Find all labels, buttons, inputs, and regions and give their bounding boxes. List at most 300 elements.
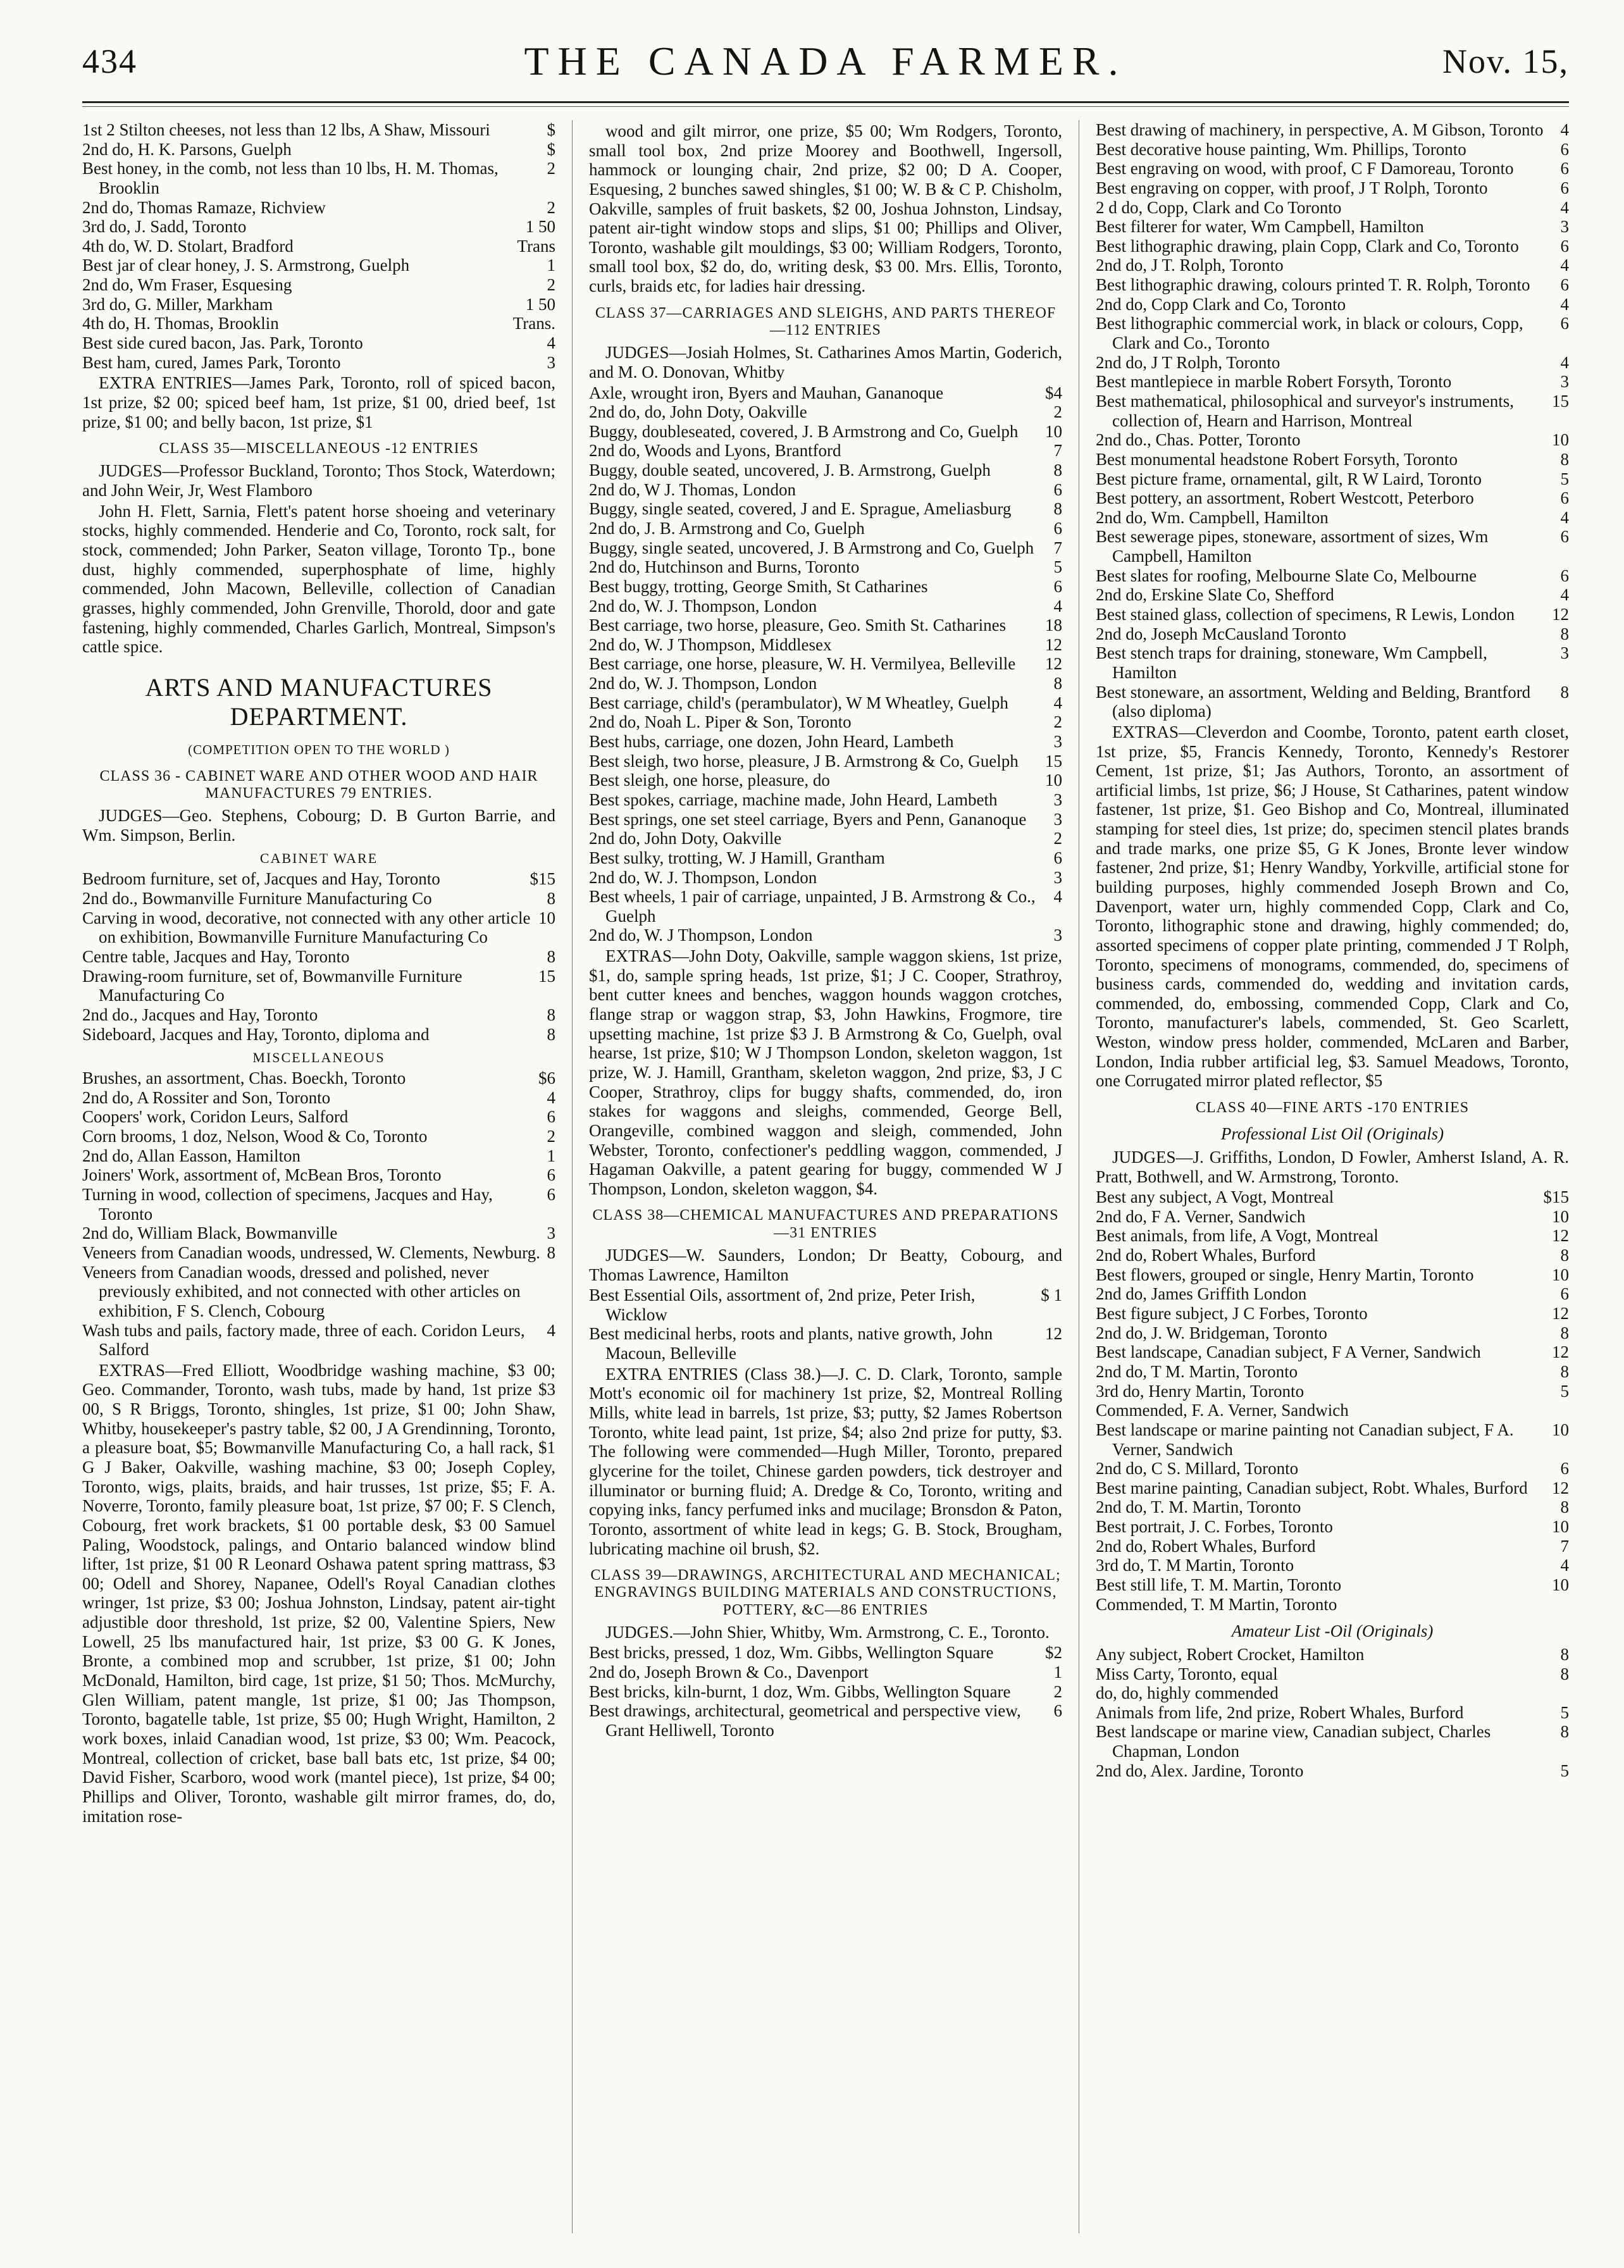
prize-amount: 10	[1552, 1420, 1569, 1439]
prize-amount: 4	[1053, 596, 1062, 616]
entry-text: Best lithographic commercial work, in black or colours, Copp, Clark and Co., Toronto	[1096, 314, 1523, 353]
prize-entry	[1096, 392, 1569, 430]
entry-text: Best figure subject, J C Forbes, Toronto	[1096, 1304, 1368, 1323]
prize-entry	[1096, 508, 1569, 528]
entry-text: 2nd do, T. M. Martin, Toronto	[1096, 1497, 1301, 1517]
prize-amount: 5	[1560, 1702, 1569, 1722]
prize-entry	[1096, 1420, 1569, 1459]
paragraph: EXTRA ENTRIES (Class 38.)—J. C. D. Clark, Toronto, sample Mott's economic oil for machinery 1st prize, $2, Montreal Rolling Mills, white lead in barrels, 1st prize, $3; putty, $2 James Robertson Toronto, white lead paint, 1st prize, $4; also 2nd prize for putty, $3. The following were commended—Hugh Miller, Toronto, prepared glycerine for the toilet, Chinese garden powders, tick destroyer and illuminator or burning fluid; A. Dredge & Co, Toronto, writing and copying inks, fancy perfumed inks and mucilage; Bronsdon & Paton, Toronto, assortment of white lead in kegs; G. B. Stock, Brougham, lubricating machine oil brush, $2.	[589, 1364, 1062, 1558]
entry-text: Veneers from Canadian woods, undressed, W. Clements, Newburg.	[82, 1242, 540, 1262]
prize-amount: 6	[1053, 480, 1062, 499]
prize-amount: $	[547, 139, 555, 159]
entry-text: Best flowers, grouped or single, Henry Martin, Toronto	[1096, 1265, 1474, 1284]
prize-entry	[1096, 430, 1569, 450]
paragraph: wood and gilt mirror, one prize, $5 00; Wm Rodgers, Toronto, small tool box, 2nd prize Moorey and Boothwell, Ingersoll, hammock or lounging chair, 2nd prize, $2 00; D A. Cooper, Esquesing, 2 bunches sawed shingles, $1 00; W. B & C P. Chisholm, Oakville, samples of fruit baskets, $2 00, Joshua Johnston, Lindsay, patent air-tight window stops and slips, $1 00; Phillips and Oliver, Toronto, washable gilt mouldings, $3 00; William Rodgers, Toronto, small tool box, $2 do, do, writing desk, $3 00. Mrs. Ellis, Toronto, curls, braids etc, for ladies hair dressing.	[589, 121, 1062, 296]
entry-text: Bedroom furniture, set of, Jacques and Hay, Toronto	[82, 869, 440, 889]
prize-entry	[82, 1185, 555, 1224]
prize-amount: 15	[1045, 751, 1062, 771]
prize-entry	[1096, 1703, 1569, 1723]
entry-text: Best drawing of machinery, in perspective, A. M Gibson, Toronto	[1096, 120, 1544, 139]
entry-text: Best stained glass, collection of specimens, R Lewis, London	[1096, 605, 1515, 624]
prize-entry	[589, 732, 1062, 752]
entry-text: Best stoneware, an assortment, Welding and Belding, Brantford (also diploma)	[1096, 682, 1531, 721]
sub-heading: MISCELLANEOUS	[252, 1050, 385, 1066]
entry-text: 2nd do, John Doty, Oakville	[589, 829, 782, 848]
entry-text: Best engraving on copper, with proof, J T Rolph, Toronto	[1096, 178, 1488, 197]
prize-amount: 8	[1053, 499, 1062, 519]
prize-amount: 4	[1053, 693, 1062, 712]
entry-text: Best hubs, carriage, one dozen, John Heard, Lambeth	[589, 732, 954, 752]
prize-entry	[1096, 1478, 1569, 1498]
entry-text: Best pottery, an assortment, Robert Westcott, Peterboro	[1096, 488, 1474, 508]
prize-amount: 4	[1560, 585, 1569, 605]
entry-text: Animals from life, 2nd prize, Robert Whales, Burford	[1096, 1702, 1464, 1722]
prize-amount: 8	[1560, 1361, 1569, 1381]
prize-amount: 6	[1560, 527, 1569, 547]
prize-entry	[589, 499, 1062, 519]
prize-amount: $ 1	[1041, 1286, 1062, 1305]
prize-entry	[589, 790, 1062, 810]
entry-text: Best jar of clear honey, J. S. Armstrong, Guelph	[82, 256, 410, 275]
italic-heading: Professional List Oil (Originals)	[1220, 1124, 1444, 1144]
prize-entry	[82, 947, 555, 967]
prize-entry	[1096, 1323, 1569, 1343]
class-heading: CLASS 36 - CABINET WARE AND OTHER WOOD AND HAIR MANUFACTURES 79 ENTRIES.	[99, 767, 538, 802]
prize-entry	[1096, 178, 1569, 198]
entry-text: 2nd do, James Griffith London	[1096, 1284, 1307, 1304]
prize-amount: 2	[547, 1127, 555, 1146]
prize-amount: 5	[1560, 469, 1569, 488]
entry-text: Best carriage, one horse, pleasure, W. H. Vermilyea, Belleville	[589, 654, 1016, 674]
entry-text: Buggy, double seated, uncovered, J. B. Armstrong, Guelph	[589, 461, 991, 480]
prize-entry	[1096, 353, 1569, 373]
italic-heading: Amateur List -Oil (Originals)	[1231, 1621, 1434, 1641]
paragraph: John H. Flett, Sarnia, Flett's patent horse shoeing and veterinary stocks, highly commended. Henderie and Co, Toronto, rock salt, for stock, commended; John Parker, Seaton village, Toronto Tp., bone dust, highly commended, superphosphate of lime, highly commended, John Macown, Belleville, collection of Canadian grasses, highly commended, John Grenville, Thorold, door and gate fastening, highly commended, Charles Garlich, Montreal, Simpson's cattle spice.	[82, 501, 555, 657]
prize-amount: 4	[547, 333, 555, 353]
entry-text: Best decorative house painting, Wm. Phillips, Toronto	[1096, 139, 1466, 159]
prize-amount: 6	[1560, 488, 1569, 508]
prize-amount: 8	[547, 889, 555, 908]
entry-text: 2nd do, Joseph McCausland Toronto	[1096, 624, 1346, 643]
prize-entry	[1096, 1362, 1569, 1382]
prize-amount: 10	[1552, 1517, 1569, 1537]
entry-text: Best mantlepiece in marble Robert Forsyth, Toronto	[1096, 372, 1452, 392]
column-3	[1096, 120, 1569, 2246]
prize-amount: 10	[1552, 1265, 1569, 1284]
class-heading: CLASS 37—CARRIAGES AND SLEIGHS, AND PARTS THEREOF—112 ENTRIES	[595, 304, 1057, 338]
prize-amount: 2	[547, 159, 555, 178]
entry-text: 2nd do, W. J. Thompson, London	[589, 867, 817, 887]
entry-text: Best spokes, carriage, machine made, John Heard, Lambeth	[589, 790, 998, 809]
prize-amount: 4	[1053, 887, 1062, 907]
prize-entry	[589, 1701, 1062, 1740]
prize-entry	[589, 1324, 1062, 1363]
prize-amount: 3	[1053, 867, 1062, 887]
prize-entry	[1096, 1265, 1569, 1285]
prize-entry	[589, 829, 1062, 848]
prize-amount: 10	[1552, 1575, 1569, 1594]
prize-amount: 12	[1045, 1324, 1062, 1344]
prize-amount: 6	[1053, 519, 1062, 538]
prize-amount: 6	[1053, 1701, 1062, 1721]
entry-text: Best carriage, child's (perambulator), W M Wheatley, Guelph	[589, 693, 1008, 712]
prize-amount: 1	[547, 1146, 555, 1165]
newspaper-title: THE CANADA FARMER.	[524, 39, 1127, 84]
prize-amount: 3	[1053, 926, 1062, 945]
prize-amount: $	[547, 120, 555, 139]
entry-text: Turning in wood, collection of specimens, Jacques and Hay, Toronto	[82, 1185, 493, 1224]
entry-text: Best bricks, pressed, 1 doz, Wm. Gibbs, Wellington Square	[589, 1643, 994, 1663]
prize-amount: 10	[1045, 771, 1062, 790]
prize-amount: 1	[547, 256, 555, 275]
entry-text: Best stench traps for draining, stoneware, Wm Campbell, Hamilton	[1096, 643, 1487, 682]
entry-text: 2nd do, J T. Rolph, Toronto	[1096, 256, 1284, 275]
prize-entry	[1096, 1304, 1569, 1323]
prize-entry	[1096, 1284, 1569, 1304]
entry-text: Best slates for roofing, Melbourne Slate Co, Melbourne	[1096, 566, 1477, 585]
prize-entry	[82, 1146, 555, 1166]
prize-entry	[589, 810, 1062, 829]
prize-amount: 6	[1053, 576, 1062, 596]
prize-amount: 15	[1552, 391, 1569, 411]
prize-amount: 2	[547, 197, 555, 217]
prize-amount: 6	[1560, 275, 1569, 295]
prize-amount: 8	[1053, 461, 1062, 480]
prize-entry	[82, 217, 555, 237]
entry-text: Best sleigh, two horse, pleasure, J B. Armstrong & Co, Guelph	[589, 751, 1019, 771]
prize-entry	[1096, 1595, 1569, 1614]
prize-amount: $2	[1045, 1643, 1062, 1663]
prize-amount: 1 50	[525, 217, 555, 237]
prize-amount: 4	[1560, 120, 1569, 139]
prize-entry	[589, 654, 1062, 674]
entry-text: Best mathematical, philosophical and surveyor's instruments, collection of, Hearn and Harrison, Montreal	[1096, 391, 1514, 430]
entry-text: 2 d do, Copp, Clark and Co Toronto	[1096, 197, 1342, 217]
entry-text: 2nd do, Wm Fraser, Esquesing	[82, 275, 292, 295]
entry-text: Best ham, cured, James Park, Toronto	[82, 352, 341, 372]
prize-entry	[82, 908, 555, 947]
entry-text: Best lithographic drawing, colours printed T. R. Rolph, Toronto	[1096, 275, 1530, 295]
entry-text: 2nd do, T M. Martin, Toronto	[1096, 1361, 1298, 1381]
prize-amount: 8	[1560, 1664, 1569, 1683]
prize-entry	[589, 771, 1062, 790]
prize-entry	[589, 402, 1062, 422]
entry-text: 4th do, W. D. Stolart, Bradford	[82, 236, 294, 256]
prize-amount: 8	[1560, 1246, 1569, 1265]
entry-text: Drawing-room furniture, set of, Bowmanville Furniture Manufacturing Co	[82, 966, 462, 1005]
prize-entry	[589, 926, 1062, 945]
prize-amount: 3	[547, 352, 555, 372]
prize-entry	[589, 441, 1062, 461]
paragraph: EXTRAS—Cleverdon and Coombe, Toronto, patent earth closet, 1st prize, $5, Francis Kennedy, Toronto, Kennedy's Restorer Cement, 1st prize, $1; Jas Authors, Toronto, an assortment of artificial limbs, 1st prize, $6; J House, St Catharines, patent window fastener, 1st prize, $1. Geo Bishop and Co, Montreal, illuminated stamping for steel dies, 1st prize; do, specimen stencil plates brands and trade marks, one prize $5, G K Jones, Bronte lever window fastener, 2nd prize, $1; Henry Wandby, Yorkville, artificial stone for building purposes, highly commended Joseph Brown and Co, Davenport, water urn, highly commended Copp, Clark and Co, Toronto, lithographic stone and drawing, highly commended; do, assorted specimens of copper plate printing, commended J T Rolph, Toronto, specimens of monograms, commended, do, specimens of business cards, commended do, wedding and invitation cards, commended, do, embossing, commended Copp, Clark and Co, Toronto, manufacturer's labels, commended, St. Geo Scarlett, Weston, window press holder, commended, McLaren and Barber, London, India rubber artificial leg, $3. Samuel Meadows, Toronto, one Corrugated mirror plated reflector, $5	[1096, 722, 1569, 1091]
entry-text: 2nd do, Thomas Ramaze, Richview	[82, 197, 326, 217]
prize-amount: 4	[1560, 352, 1569, 372]
paragraph: JUDGES—Geo. Stephens, Cobourg; D. B Gurton Barrie, and Wm. Simpson, Berlin.	[82, 806, 555, 845]
paragraph: EXTRAS—John Doty, Oakville, sample waggon skiens, 1st prize, $1, do, sample spring heads, 1st prize, $1; J C. Cooper, Strathroy, bent cutter knees and benches, waggon hounds waggon crotches, flange strap or waggon strap, $3, John Hawkins, Frogmore, tire upsetting machine, 1st prize $3 J. B Armstrong & Co, Guelph, oval hearse, 1st prize, $10; W J Thompson London, skeleton waggon, 1st prize, W. J. Hamill, Grantham, skeleton waggon, 2nd prize, $3, J C Cooper, Strathroy, clips for buggy shafts, commended, do, iron stakes for waggons and sleighs, commended, George Bell, Orangeville, combined waggon and sleigh, commended, John Webster, Toronto, confectioner's peddling waggon, commended, J Hagaman Oakville, a patent gearing for buggy, commended W J Thompson, London, skeleton waggon, $4.	[589, 946, 1062, 1198]
prize-amount: 6	[1560, 314, 1569, 333]
entry-text: Axle, wrought iron, Byers and Mauhan, Gananoque	[589, 383, 944, 402]
prize-entry	[589, 480, 1062, 500]
prize-entry	[589, 597, 1062, 616]
entry-text: 2nd do, Wm. Campbell, Hamilton	[1096, 507, 1329, 527]
prize-entry	[1096, 1761, 1569, 1781]
class-heading: CLASS 35—MISCELLANEOUS -12 ENTRIES	[159, 440, 479, 457]
class-heading: CLASS 40—FINE ARTS -170 ENTRIES	[1195, 1100, 1470, 1117]
entry-text: Best medicinal herbs, roots and plants, native growth, John Macoun, Belleville	[589, 1324, 993, 1363]
entry-text: 2nd do, F A. Verner, Sandwich	[1096, 1206, 1306, 1226]
prize-amount: 8	[1560, 1323, 1569, 1342]
prize-amount: 12	[1552, 1226, 1569, 1246]
prize-entry	[589, 538, 1062, 558]
prize-entry	[1096, 237, 1569, 256]
prize-amount: 10	[538, 908, 555, 927]
prize-entry	[82, 140, 555, 159]
prize-entry	[1096, 256, 1569, 275]
prize-entry	[1096, 1575, 1569, 1595]
prize-entry	[1096, 1664, 1569, 1684]
prize-amount: 6	[1560, 139, 1569, 159]
prize-amount: 4	[1560, 1556, 1569, 1575]
prize-entry	[1096, 450, 1569, 469]
prize-amount: 8	[1560, 624, 1569, 643]
prize-amount: 7	[1053, 538, 1062, 557]
prize-entry	[82, 353, 555, 373]
prize-amount: 12	[1552, 605, 1569, 624]
entry-text: 2nd do, Robert Whales, Burford	[1096, 1246, 1316, 1265]
prize-entry	[1096, 1401, 1569, 1420]
entry-text: 3rd do, T. M Martin, Toronto	[1096, 1556, 1294, 1575]
prize-entry	[1096, 488, 1569, 508]
entry-text: do, do, highly commended	[1096, 1683, 1279, 1703]
entry-text: 2nd do, J. W. Bridgeman, Toronto	[1096, 1323, 1327, 1342]
department-heading: ARTS AND MANUFACTURES DEPARTMENT.	[145, 672, 493, 731]
prize-entry	[1096, 643, 1569, 682]
entry-text: Any subject, Robert Crocket, Hamilton	[1096, 1644, 1365, 1664]
prize-entry	[1096, 120, 1569, 140]
column-divider	[572, 120, 573, 2233]
prize-entry	[589, 752, 1062, 771]
prize-entry	[589, 1286, 1062, 1324]
entry-text: Wash tubs and pails, factory made, three of each. Coridon Leurs, Salford	[82, 1320, 525, 1360]
prize-amount: $6	[538, 1069, 555, 1088]
prize-entry	[589, 712, 1062, 732]
paragraph: JUDGES—Professor Buckland, Toronto; Thos Stock, Waterdown; and John Weir, Jr, West Flamboro	[82, 461, 555, 500]
prize-amount: 12	[1045, 635, 1062, 654]
prize-amount: 1	[1053, 1663, 1062, 1682]
entry-text: 2nd do, J T Rolph, Toronto	[1096, 352, 1280, 372]
entry-text: 2nd do, Robert Whales, Burford	[1096, 1536, 1316, 1556]
prize-amount: 3	[1560, 643, 1569, 663]
prize-amount: 6	[547, 1185, 555, 1205]
prize-entry	[1096, 1459, 1569, 1478]
entry-text: Best side cured bacon, Jas. Park, Toronto	[82, 333, 363, 353]
entry-text: 2nd do, A Rossiter and Son, Toronto	[82, 1088, 331, 1107]
entry-text: Best sleigh, one horse, pleasure, do	[589, 771, 830, 790]
prize-amount: 2	[1053, 1682, 1062, 1701]
entry-text: 2nd do, W. J. Thompson, London	[589, 596, 817, 616]
prize-entry	[1096, 469, 1569, 489]
prize-entry	[82, 869, 555, 889]
prize-entry	[589, 1682, 1062, 1702]
entry-text: Buggy, doubleseated, covered, J. B Armstrong and Co, Guelph	[589, 421, 1019, 441]
prize-amount: 4	[547, 1088, 555, 1107]
entry-text: 3rd do, Henry Martin, Toronto	[1096, 1381, 1305, 1401]
prize-amount: 3	[1053, 732, 1062, 752]
prize-amount: 4	[1560, 294, 1569, 314]
prize-entry	[589, 1663, 1062, 1682]
competition-note: (COMPETITION OPEN TO THE WORLD )	[188, 741, 450, 757]
entry-text: 2nd do, W. J. Thompson, London	[589, 674, 817, 693]
entry-text: Miss Carty, Toronto, equal	[1096, 1664, 1278, 1683]
prize-entry	[1096, 372, 1569, 392]
prize-entry	[1096, 605, 1569, 624]
entry-text: Carving in wood, decorative, not connected with any other article on exhibition, Bowmanville Furniture Manufacturing Co	[82, 908, 531, 947]
prize-entry	[1096, 1537, 1569, 1556]
entry-text: Best monumental headstone Robert Forsyth, Toronto	[1096, 449, 1458, 469]
prize-amount: 8	[1560, 449, 1569, 469]
entry-text: Best landscape or marine painting not Canadian subject, F A. Verner, Sandwich	[1096, 1420, 1514, 1459]
prize-entry	[589, 674, 1062, 693]
entry-text: 2nd do, do, John Doty, Oakville	[589, 402, 807, 422]
prize-entry	[1096, 624, 1569, 644]
entry-text: Best portrait, J. C. Forbes, Toronto	[1096, 1517, 1333, 1537]
entry-text: 3rd do, G. Miller, Markham	[82, 294, 273, 314]
prize-amount: 8	[547, 1242, 555, 1262]
entry-text: Best Essential Oils, assortment of, 2nd prize, Peter Irish, Wicklow	[589, 1286, 976, 1324]
entry-text: Best picture frame, ornamental, gilt, R W Laird, Toronto	[1096, 469, 1482, 488]
prize-amount: 6	[1560, 236, 1569, 256]
prize-entry	[1096, 275, 1569, 295]
entry-text: Best drawings, architectural, geometrical and perspective view, Grant Helliwell, Toronto	[589, 1701, 1021, 1740]
prize-entry	[589, 887, 1062, 926]
entry-text: 2nd do, Alex. Jardine, Toronto	[1096, 1761, 1304, 1780]
prize-amount: $15	[530, 869, 555, 889]
paragraph: JUDGES—Josiah Holmes, St. Catharines Amos Martin, Goderich, and M. O. Donovan, Whitby	[589, 343, 1062, 381]
prize-entry	[1096, 527, 1569, 566]
paragraph: EXTRA ENTRIES—James Park, Toronto, roll of spiced bacon, 1st prize, $2 00; spiced beef ham, 1st prize, $1 00, dried beef, 1st prize, $1 00; and belly bacon, 1st prize, $1	[82, 373, 555, 431]
prize-entry	[1096, 683, 1569, 721]
paragraph: JUDGES.—John Shier, Whitby, Wm. Armstrong, C. E., Toronto.	[605, 1622, 1050, 1642]
prize-entry	[589, 1643, 1062, 1663]
header-rule	[82, 101, 1569, 103]
prize-amount: $15	[1543, 1187, 1569, 1207]
prize-amount: 3	[1053, 790, 1062, 809]
prize-amount: 8	[1560, 1497, 1569, 1517]
prize-amount: 2	[547, 275, 555, 295]
entry-text: Centre table, Jacques and Hay, Toronto	[82, 947, 350, 966]
prize-entry	[1096, 585, 1569, 605]
prize-entry	[82, 1069, 555, 1088]
entry-text: Best engraving on wood, with proof, C F Damoreau, Toronto	[1096, 159, 1514, 178]
entry-text: 2nd do, William Black, Bowmanville	[82, 1224, 338, 1243]
column-1	[82, 120, 555, 2246]
paragraph: JUDGES—J. Griffiths, London, D Fowler, Amherst Island, A. R. Pratt, Bothwell, and W. Armstrong, Toronto.	[1096, 1147, 1569, 1186]
prize-entry	[589, 519, 1062, 538]
prize-entry	[1096, 159, 1569, 178]
prize-entry	[1096, 314, 1569, 352]
prize-entry	[1096, 1722, 1569, 1761]
entry-text: Veneers from Canadian woods, dressed and polished, never previously exhibited, and not connected with other articles on exhibition, F S. Clench, Cobourg	[82, 1262, 521, 1320]
prize-amount: 6	[1560, 1284, 1569, 1304]
prize-amount: 10	[1045, 421, 1062, 441]
prize-amount: $4	[1045, 383, 1062, 402]
prize-amount: 10	[1552, 1206, 1569, 1226]
prize-amount: 6	[1560, 159, 1569, 178]
prize-amount: 6	[1053, 848, 1062, 867]
entry-text: 2nd do, Copp Clark and Co, Toronto	[1096, 294, 1346, 314]
prize-amount: 1 50	[525, 294, 555, 314]
entry-text: 2nd do., Jacques and Hay, Toronto	[82, 1005, 318, 1024]
entry-text: 2nd do, Erskine Slate Co, Shefford	[1096, 585, 1334, 605]
entry-text: Corn brooms, 1 doz, Nelson, Wood & Co, Toronto	[82, 1127, 428, 1146]
entry-text: 2nd do, H. K. Parsons, Guelph	[82, 139, 292, 159]
entry-text: 2nd do., Chas. Potter, Toronto	[1096, 430, 1301, 450]
entry-text: 2nd do, Noah L. Piper & Son, Toronto	[589, 712, 852, 732]
prize-amount: 12	[1552, 1342, 1569, 1362]
entry-text: Best springs, one set steel carriage, Byers and Penn, Gananoque	[589, 809, 1027, 829]
entry-text: 2nd do, W J. Thomas, London	[589, 480, 797, 499]
entry-text: Best honey, in the comb, not less than 10 lbs, H. M. Thomas, Brooklin	[82, 159, 499, 197]
prize-entry	[589, 557, 1062, 577]
prize-entry	[1096, 295, 1569, 314]
prize-entry	[1096, 1226, 1569, 1246]
prize-entry	[82, 333, 555, 353]
prize-entry	[82, 275, 555, 295]
prize-entry	[82, 198, 555, 218]
header-rule-thin	[82, 106, 1569, 107]
prize-amount: 8	[547, 1005, 555, 1024]
prize-amount: 8	[547, 1024, 555, 1044]
prize-entry	[82, 1107, 555, 1127]
prize-entry	[1096, 1342, 1569, 1362]
prize-entry	[589, 868, 1062, 888]
prize-entry	[589, 616, 1062, 635]
prize-amount: 4	[547, 1320, 555, 1340]
column-2	[589, 120, 1062, 2246]
entry-text: Best carriage, two horse, pleasure, Geo. Smith St. Catharines	[589, 616, 1007, 635]
prize-entry	[1096, 1382, 1569, 1401]
entry-text: 2nd do, W. J Thompson, London	[589, 926, 813, 945]
prize-amount: 7	[1053, 441, 1062, 461]
prize-amount: 5	[1560, 1761, 1569, 1780]
prize-amount: 10	[1552, 430, 1569, 450]
prize-entry	[82, 120, 555, 140]
prize-entry	[589, 577, 1062, 597]
prize-entry	[589, 693, 1062, 713]
entry-text: Best buggy, trotting, George Smith, St Catharines	[589, 576, 928, 596]
prize-entry	[589, 422, 1062, 442]
entry-text: Buggy, single seated, covered, J and E. Sprague, Ameliasburg	[589, 499, 1012, 519]
prize-entry	[1096, 198, 1569, 218]
prize-amount: 3	[1560, 372, 1569, 392]
prize-amount: 5	[1053, 557, 1062, 577]
prize-amount: 6	[547, 1107, 555, 1127]
entry-text: 3rd do, J. Sadd, Toronto	[82, 217, 247, 237]
newspaper-page	[82, 25, 1569, 2252]
prize-entry	[82, 1127, 555, 1146]
prize-entry	[82, 967, 555, 1005]
prize-entry	[1096, 566, 1569, 586]
prize-entry	[1096, 1517, 1569, 1537]
prize-entry	[82, 1088, 555, 1108]
paragraph: EXTRAS—Fred Elliott, Woodbridge washing machine, $3 00; Geo. Commander, Toronto, wash tubs, made by hand, 1st prize $3 00, S R Briggs, Toronto, shingles, 1st prize, $1 00; John Shaw, Whitby, housekeeper's pastry table, $2 00, J A Grendinning, Toronto, a pleasure boat, $5; Bowmanville Manufacturing Co, a hall rack, $1 G J Baker, Oakville, washing machine, $3 00; Joseph Copley, Toronto, wigs, plaits, braids, and hair trusses, 1st prize, $5; F. A. Noverre, Toronto, family pleasure boat, 1st prize, $7 00; F. S Clench, Cobourg, fret work brackets, $1 00 portable desk, $3 00 Samuel Paling, Woodstock, palings, and Ontario balanced window blind lifter, 1st prize, $1 00 R Leonard Oshawa patent spring mattrass, $3 00; Odell and Shorey, Napanee, Odell's Royal Canadian clothes wringer, 1st prize, $3 00; Joshua Johnston, Lindsay, patent air-tight adjustible door threshold, 1st prize, $2 00, Valentine Spiers, New Lowell, 25 lbs manufactured hair, 1st prize, $3 00 G. K Jones, Bronte, a combined mop and scrubber, 1st prize, $1 00; John McDonald, Hamilton, bird cage, 1st prize, $1 50; Thos. McMurchy, Glen William, patent mangle, 1st prize, $1 00; Jas Thompson, Toronto, bagatelle table, 1st prize, $5 00; Hugh Wright, Hamilton, 2 work boxes, inlaid Canadian wood, 1st prize, $3 00; Wm. Peacock, Montreal, collection of cricket, base ball bats etc, 1st prize, $4 00; David Fisher, Scarboro, wood work (mantel piece), 1st prize, $4 00; Phillips and Oliver, Toronto, washable gilt mirror frames, do, do, imitation rose-	[82, 1360, 555, 1826]
prize-entry	[82, 1263, 555, 1321]
prize-amount: 8	[547, 947, 555, 966]
prize-amount: 4	[1560, 256, 1569, 275]
prize-amount: 8	[1560, 1644, 1569, 1664]
entry-text: 4th do, H. Thomas, Brooklin	[82, 314, 279, 333]
entry-text: 2nd do, J. B. Armstrong and Co, Guelph	[589, 519, 865, 538]
